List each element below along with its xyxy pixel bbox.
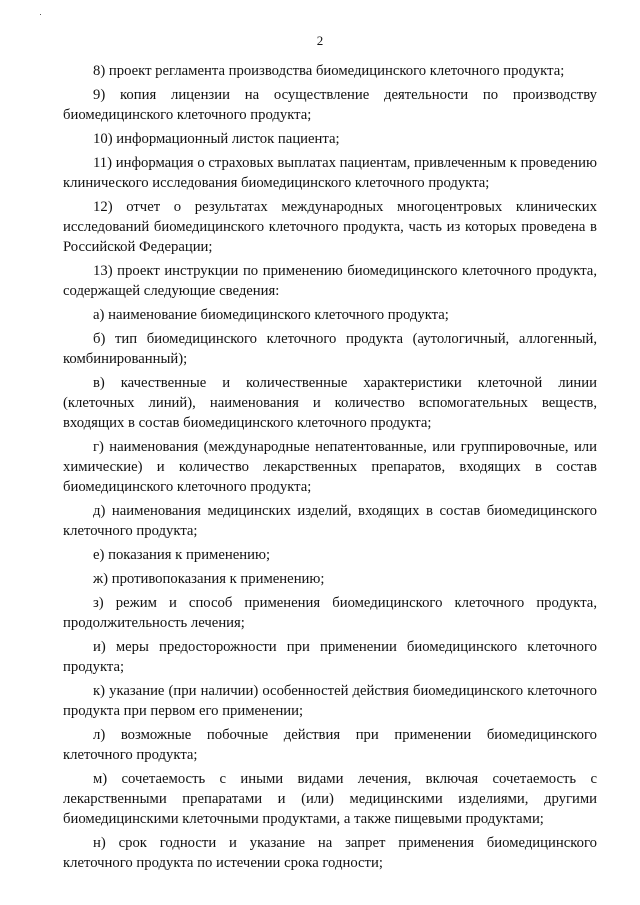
paragraph-item-13: 13) проект инструкции по применению биомедицинского клеточного продукта, содержащей следующие сведения: (63, 263, 597, 299)
page-number: 2 (316, 33, 324, 48)
paragraph-item-11: 11) информация о страховых выплатах пациентам, привлеченным к проведению клинического исследования биомедицинского клеточного продукта; (63, 155, 597, 191)
subitem-l: л) возможные побочные действия при применении биомедицинского клеточного продукта; (63, 727, 597, 763)
subitem-zh: ж) противопоказания к применению; (93, 571, 325, 587)
subitem-g: г) наименования (международные непатентованные, или группировочные, или химические) и количество лекарственных препаратов, входящих в состав биомедицинского клеточного продукта; (63, 439, 597, 495)
document-body (63, 61, 597, 877)
subitem-b: б) тип биомедицинского клеточного продукта (аутологичный, аллогенный, комбинированный); (63, 331, 597, 367)
paragraph-item-9: 9) копия лицензии на осуществление деятельности по производству биомедицинского клеточного продукта; (63, 87, 597, 123)
paragraph-item-8: 8) проект регламента производства биомедицинского клеточного продукта; (93, 63, 565, 79)
subitem-k: к) указание (при наличии) особенностей действия биомедицинского клеточного продукта при первом его применении; (63, 683, 597, 719)
paragraph-item-10: 10) информационный листок пациента; (93, 131, 340, 147)
subitem-i: и) меры предосторожности при применении биомедицинского клеточного продукта; (63, 639, 597, 675)
paragraph-item-12: 12) отчет о результатах международных многоцентровых клинических исследований биомедицинского клеточного продукта, часть из которых проведена в Российской Федерации; (63, 199, 597, 255)
subitem-z: з) режим и способ применения биомедицинского клеточного продукта, продолжительность лечения; (63, 595, 597, 631)
subitem-e: е) показания к применению; (93, 547, 271, 563)
subitem-d: д) наименования медицинских изделий, входящих в состав биомедицинского клеточного продукта; (63, 503, 597, 539)
subitem-v: в) качественные и количественные характеристики клеточной линии (клеточных линий), наименования и количество вспомогательных веществ, входящих в состав биомедицинского клеточного продукта; (63, 375, 597, 431)
scan-mark (40, 14, 41, 15)
subitem-m: м) сочетаемость с иными видами лечения, включая сочетаемость с лекарственными препаратами и (или) медицинскими изделиями, другими биомедицинскими клеточными продуктами, а также пищевыми продуктами; (63, 771, 597, 827)
subitem-a: а) наименование биомедицинского клеточного продукта; (93, 307, 449, 323)
subitem-n: н) срок годности и указание на запрет применения биомедицинского клеточного продукта по истечении срока годности; (63, 835, 597, 871)
